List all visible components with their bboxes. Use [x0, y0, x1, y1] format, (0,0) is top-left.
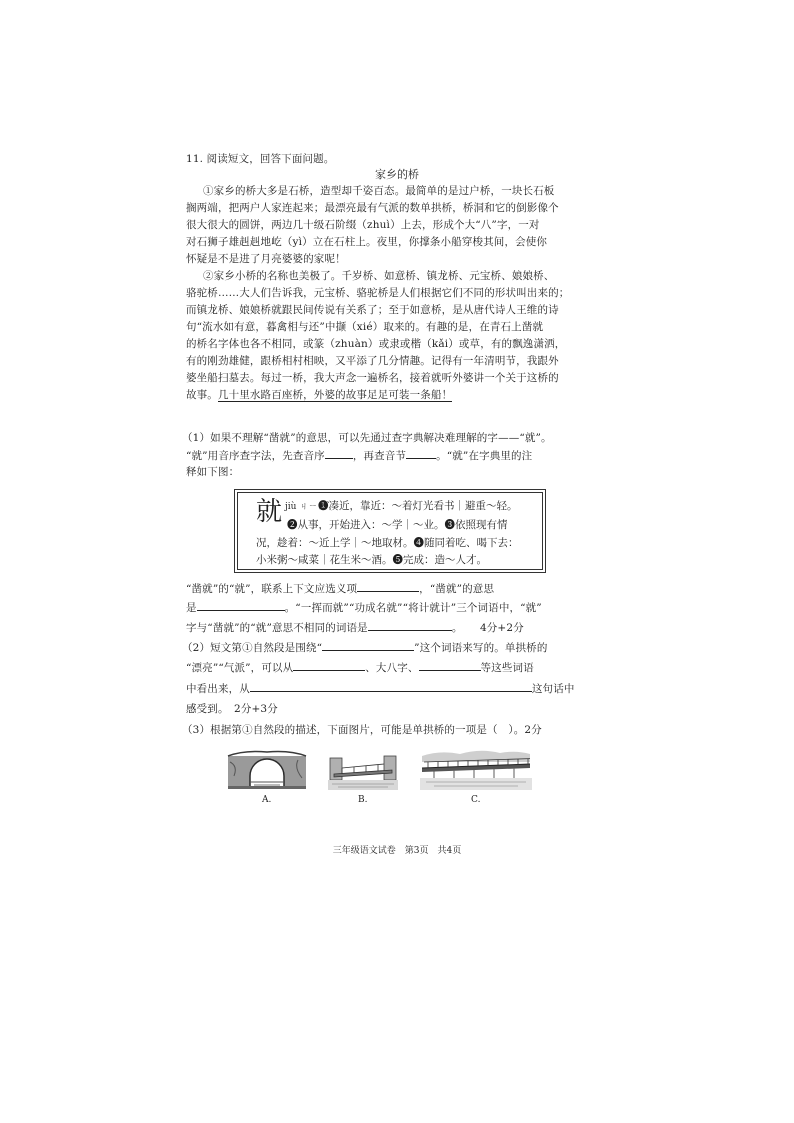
- q1-line5-a: 是: [186, 602, 197, 614]
- q1-line6: [186, 620, 606, 635]
- q3-line1: （3）根据第①自然段的描述，下面图片，可能是单拱桥的一项是（ ）。2分: [182, 724, 542, 736]
- underlined-sentence: 几十里水路百座桥，外婆的故事足足可装一条船！: [217, 389, 453, 401]
- dictionary-line1: ❶凑近，靠近：～着灯光看书｜避重～轻。: [318, 500, 518, 512]
- answer-blank-word[interactable]: [368, 620, 452, 631]
- q2-line2-a: “漂亮”“气派”，可以从: [186, 662, 294, 674]
- q1-line3: 释如下图：: [186, 466, 240, 478]
- q1-line6-a: 字与“凿就”的“就”意思不相同的词语是: [186, 622, 368, 634]
- para2-line8: [186, 388, 606, 402]
- para1-line1: ①家乡的桥大多是石桥，造型却千姿百态。最简单的是过户桥，一块长石板: [203, 185, 555, 197]
- para2-line7: 婆坐船扫墓去。每过一桥，我大声念一遍桥名，接着就听外婆讲一个关于这桥的: [186, 372, 559, 384]
- q1-line6-b: 。: [451, 622, 463, 634]
- picture-b-slab-bridge[interactable]: [328, 752, 398, 790]
- q1-line2: [186, 448, 606, 463]
- answer-blank-phrase1[interactable]: [293, 660, 365, 671]
- answer-blank-yinjie[interactable]: [406, 448, 436, 459]
- picture-c-long-bridge[interactable]: [420, 748, 532, 790]
- option-a-label: A.: [262, 795, 272, 805]
- para1-line3: 很大很大的圆饼，两边几十级石阶缀（zhuì）上去，形成个大“八”字，一对: [186, 219, 540, 231]
- para2-line5: 的桥名字体也各不相同，或篆（zhuàn）或隶或楷（kǎi）或草，有的飘逸潇洒，: [186, 338, 566, 350]
- q1-line4: [186, 581, 606, 596]
- para1-line5: 怀疑是不是进了月亮婆婆的家呢！: [186, 253, 346, 265]
- dictionary-line4: 小米粥～咸菜｜花生米～酒。❺完成：造～人才。: [256, 554, 487, 566]
- q1-score: 4分+2分: [479, 622, 524, 634]
- answer-blank-meaning[interactable]: [197, 600, 285, 611]
- q2-line3-a: 中看出来，从: [186, 683, 250, 695]
- q1-line2-a: “就”用音序查字法，先查音序: [186, 450, 325, 462]
- answer-blank-yinxu[interactable]: [325, 448, 353, 459]
- q2-line4: 感受到。 2分+3分: [186, 703, 278, 715]
- para2-line2: 骆驼桥……大人们告诉我，元宝桥、骆驼桥是人们根据它们不同的形状叫出来的；: [186, 287, 570, 299]
- q1-line5: [186, 600, 606, 615]
- answer-blank-keyword[interactable]: [322, 640, 414, 651]
- para2-line8-text: 故事。: [186, 389, 218, 401]
- dictionary-char: 就: [256, 497, 283, 527]
- para1-line4: 对石狮子雄赳赳地屹（yì）立在石柱上。夜里，你撑条小船穿梭其间，会使你: [186, 236, 548, 248]
- dictionary-pinyin: jiù ㄐㄧㄡˋ: [285, 502, 331, 512]
- q2-line1-b: ”这个词语来写的。单拱桥的: [414, 642, 548, 654]
- option-c-label: C.: [471, 795, 481, 805]
- passage-title: 家乡的桥: [375, 168, 419, 181]
- q1-line4-b: ，“凿就”的意思: [419, 583, 495, 595]
- q2-line2: [186, 660, 606, 675]
- question-heading: 11. 阅读短文，回答下面问题。: [186, 153, 335, 165]
- q2-line1-a: （2）短文第①自然段是围绕“: [182, 642, 323, 654]
- option-b-label: B.: [358, 795, 368, 805]
- para2-line4: 句“流水如有意，暮禽相与还”中撷（xié）取来的。有趣的是，在青石上凿就: [186, 321, 544, 333]
- q2-line3: [186, 681, 606, 696]
- q2-line2-b: 、大八字、: [365, 662, 419, 674]
- answer-blank-sentence[interactable]: [250, 681, 532, 692]
- q1-line5-b: 。“一挥而就”“功成名就”“将计就计”三个词语中，“就”: [284, 602, 542, 614]
- dictionary-line2: ❷从事，开始进入：～学｜～业。❸依照现有情: [287, 519, 508, 531]
- q1-line2-c: 。“就”在字典里的注: [436, 450, 533, 462]
- answer-blank-phrase2[interactable]: [419, 660, 481, 671]
- dictionary-line3: 况，趁着：～近上学｜～地取材。❹随同着吃、喝下去：: [256, 537, 519, 549]
- para2-line1: ②家乡小桥的名称也美极了。千岁桥、如意桥、镇龙桥、元宝桥、娘娘桥、: [203, 270, 555, 282]
- q2-line2-c: 等这些词语: [480, 662, 534, 674]
- q1-line1: （1）如果不理解“凿就”的意思，可以先通过查字典解决难理解的字——“就”。: [182, 432, 552, 444]
- answer-blank-yixiang[interactable]: [357, 581, 419, 592]
- q1-line2-b: ，再查音节: [352, 450, 407, 462]
- page-footer: 三年级语文试卷 第3页 共4页: [332, 846, 462, 856]
- q1-line4-a: “凿就”的“就”，联系上下文应选义项: [186, 583, 358, 595]
- para2-line3: 而镇龙桥、娘娘桥就跟民间传说有关系了；至于如意桥，是从唐代诗人王维的诗: [186, 304, 559, 316]
- para1-line2: 搁两端，把两户人家连起来；最漂亮最有气派的数单拱桥，桥洞和它的倒影像个: [186, 202, 559, 214]
- para2-line6: 有的刚劲雄健，跟桥相村相映，又平添了几分情趣。记得有一年清明节，我跟外: [186, 355, 559, 367]
- q2-line3-b: 这句话中: [531, 683, 575, 695]
- q2-line1: [182, 640, 602, 655]
- picture-a-arch-bridge[interactable]: [224, 748, 310, 790]
